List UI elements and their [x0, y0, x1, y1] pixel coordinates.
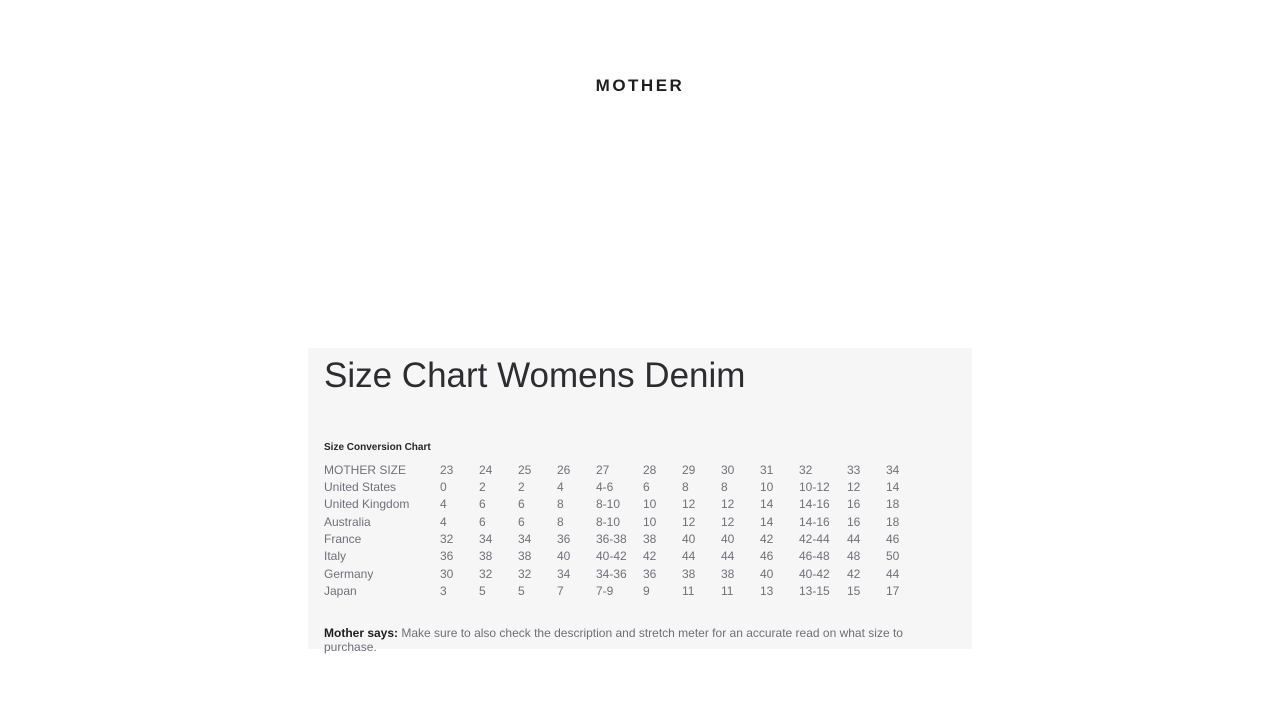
size-cell: 6: [518, 514, 525, 529]
size-conversion-chart-label: Size Conversion Chart: [324, 441, 431, 453]
row-label: France: [324, 531, 362, 546]
size-cell: 34: [886, 462, 900, 477]
note-text: Make sure to also check the description and stretch meter for an accurate read on what size to purchase.: [324, 626, 903, 655]
row-label: Italy: [324, 549, 347, 564]
size-cell: 15: [847, 583, 861, 598]
size-cell: 44: [886, 566, 900, 581]
size-cell: 14: [760, 497, 774, 512]
size-cell: 38: [643, 531, 657, 546]
size-cell: 8-10: [596, 497, 621, 512]
size-cell: 32: [479, 566, 493, 581]
size-cell: 6: [479, 497, 486, 512]
size-cell: 25: [518, 462, 532, 477]
size-cell: 36: [643, 566, 657, 581]
size-cell: 23: [440, 462, 454, 477]
size-cell: 7-9: [596, 583, 614, 598]
size-cell: 42: [847, 566, 861, 581]
size-cell: 38: [682, 566, 696, 581]
size-cell: 44: [682, 549, 696, 564]
size-cell: 9: [643, 583, 650, 598]
size-cell: 6: [479, 514, 486, 529]
size-cell: 14: [760, 514, 774, 529]
size-cell: 36: [557, 531, 571, 546]
note-bold-label: Mother says:: [324, 626, 399, 641]
row-label: United Kingdom: [324, 497, 410, 512]
size-cell: 40: [557, 549, 571, 564]
size-cell: 32: [440, 531, 454, 546]
size-cell: 44: [847, 531, 861, 546]
size-cell: 12: [847, 480, 861, 495]
size-cell: 18: [886, 497, 900, 512]
size-cell: 29: [682, 462, 696, 477]
size-cell: 5: [479, 583, 486, 598]
table-row: [324, 583, 899, 600]
size-cell: 33: [847, 462, 861, 477]
size-cell: 6: [518, 497, 525, 512]
size-cell: 50: [886, 549, 900, 564]
size-cell: 10-12: [799, 480, 830, 495]
size-cell: 16: [847, 514, 861, 529]
table-row: [324, 531, 899, 548]
size-cell: 8-10: [596, 514, 621, 529]
size-conversion-table: [324, 462, 899, 600]
size-cell: 42: [643, 549, 657, 564]
size-cell: 34: [479, 531, 493, 546]
size-cell: 12: [682, 497, 696, 512]
size-cell: 30: [440, 566, 454, 581]
table-row: [324, 514, 899, 531]
size-cell: 34: [518, 531, 532, 546]
size-cell: 4-6: [596, 480, 614, 495]
mother-says-note: [324, 626, 956, 654]
size-cell: 40-42: [596, 549, 627, 564]
brand-logo[interactable]: MOTHER: [595, 76, 685, 95]
size-cell: 42: [760, 531, 774, 546]
size-cell: 34: [557, 566, 571, 581]
size-cell: 27: [596, 462, 610, 477]
size-cell: 46: [886, 531, 900, 546]
size-cell: 38: [518, 549, 532, 564]
size-cell: 8: [721, 480, 728, 495]
size-cell: 14: [886, 480, 900, 495]
size-cell: 38: [721, 566, 735, 581]
size-cell: 12: [682, 514, 696, 529]
size-cell: 7: [557, 583, 564, 598]
size-cell: 14-16: [799, 514, 830, 529]
size-cell: 36-38: [596, 531, 627, 546]
size-cell: 11: [682, 583, 695, 598]
size-cell: 26: [557, 462, 571, 477]
size-cell: 46: [760, 549, 774, 564]
table-row: [324, 496, 899, 513]
size-cell: 42-44: [799, 531, 830, 546]
page-title: Size Chart Womens Denim: [324, 356, 746, 395]
size-cell: 31: [760, 462, 774, 477]
size-cell: 32: [799, 462, 813, 477]
size-table-body: [324, 462, 899, 600]
size-cell: 46-48: [799, 549, 830, 564]
table-row: [324, 548, 899, 565]
size-cell: 10: [760, 480, 774, 495]
size-cell: 17: [886, 583, 900, 598]
size-cell: 11: [721, 583, 734, 598]
size-cell: 44: [721, 549, 735, 564]
size-cell: 40: [760, 566, 774, 581]
size-cell: 38: [479, 549, 493, 564]
size-chart-panel: [308, 348, 972, 655]
size-cell: 3: [440, 583, 447, 598]
size-cell: 24: [479, 462, 493, 477]
size-cell: 4: [557, 480, 564, 495]
size-cell: 8: [682, 480, 689, 495]
size-cell: 14-16: [799, 497, 830, 512]
size-cell: 32: [518, 566, 532, 581]
size-cell: 13-15: [799, 583, 830, 598]
size-cell: 10: [643, 497, 657, 512]
size-cell: 2: [518, 480, 525, 495]
size-cell: 34-36: [596, 566, 627, 581]
size-cell: 40: [721, 531, 735, 546]
table-row: [324, 462, 899, 479]
size-cell: 18: [886, 514, 900, 529]
size-cell: 12: [721, 497, 735, 512]
size-cell: 40: [682, 531, 696, 546]
table-row: [324, 479, 899, 496]
row-label: Germany: [324, 566, 374, 581]
row-label: Japan: [324, 583, 357, 598]
table-row: [324, 566, 899, 583]
size-cell: 2: [479, 480, 486, 495]
size-cell: 8: [557, 514, 564, 529]
size-cell: 12: [721, 514, 735, 529]
size-cell: 13: [760, 583, 774, 598]
row-label: United States: [324, 480, 397, 495]
size-cell: 5: [518, 583, 525, 598]
size-cell: 16: [847, 497, 861, 512]
size-cell: 30: [721, 462, 735, 477]
size-cell: 0: [440, 480, 447, 495]
size-cell: 10: [643, 514, 657, 529]
size-cell: 6: [643, 480, 650, 495]
size-cell: 8: [557, 497, 564, 512]
size-cell: 36: [440, 549, 454, 564]
size-cell: 28: [643, 462, 657, 477]
size-cell: 4: [440, 514, 447, 529]
size-cell: 48: [847, 549, 861, 564]
size-cell: 40-42: [799, 566, 830, 581]
size-cell: 4: [440, 497, 447, 512]
row-label: Australia: [324, 514, 371, 529]
row-label: MOTHER SIZE: [324, 462, 407, 477]
